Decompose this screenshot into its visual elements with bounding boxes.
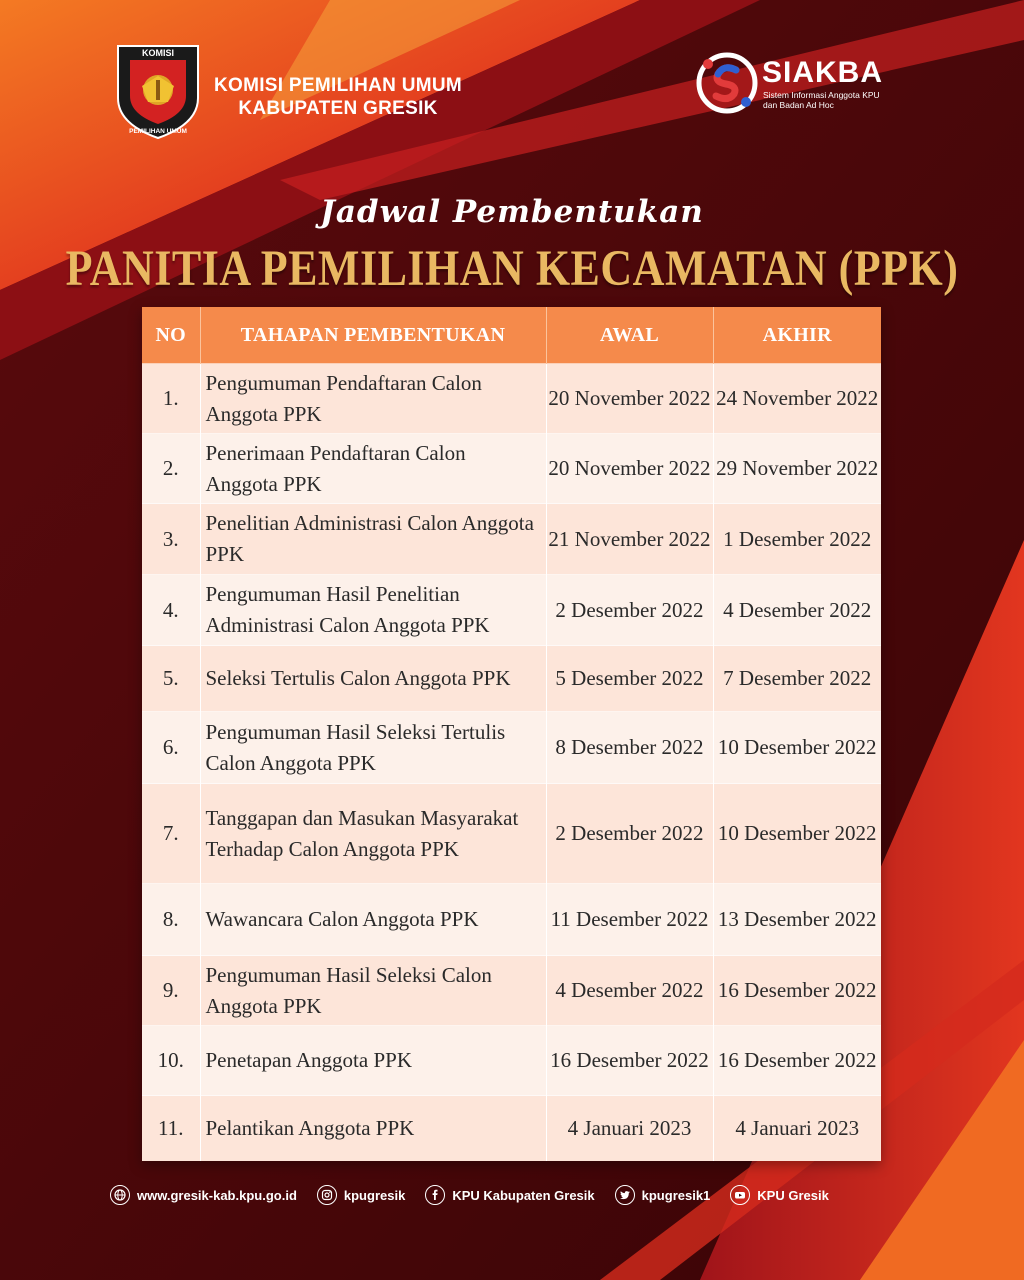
row-awal: 21 November 2022 bbox=[546, 504, 713, 575]
instagram-icon bbox=[317, 1185, 337, 1205]
row-no: 3. bbox=[142, 504, 200, 575]
footer-youtube[interactable] bbox=[730, 1185, 829, 1205]
svg-text:PEMILIHAN UMUM: PEMILIHAN UMUM bbox=[129, 128, 187, 135]
table-row bbox=[142, 364, 881, 434]
siakba-title: SIAKBA bbox=[762, 56, 884, 89]
row-stage: Penelitian Administrasi Calon Anggota PPK bbox=[200, 504, 546, 575]
row-stage: Wawancara Calon Anggota PPK bbox=[200, 884, 546, 956]
row-no: 6. bbox=[142, 712, 200, 784]
page-subtitle: Jadwal Pembentukan bbox=[320, 194, 704, 230]
table-row bbox=[142, 575, 881, 646]
row-no: 5. bbox=[142, 646, 200, 712]
facebook-icon bbox=[425, 1185, 445, 1205]
row-awal: 2 Desember 2022 bbox=[546, 575, 713, 646]
row-akhir: 24 November 2022 bbox=[713, 364, 881, 434]
siakba-subtitle bbox=[763, 90, 903, 110]
table-row bbox=[142, 434, 881, 504]
row-no: 11. bbox=[142, 1096, 200, 1161]
row-no: 7. bbox=[142, 784, 200, 884]
row-akhir: 4 Desember 2022 bbox=[713, 575, 881, 646]
row-awal: 4 Januari 2023 bbox=[546, 1096, 713, 1161]
row-stage: Pengumuman Hasil Seleksi Calon Anggota PPK bbox=[200, 956, 546, 1026]
siakba-sub-line1: Sistem Informasi Anggota KPU bbox=[763, 90, 880, 100]
table-row bbox=[142, 712, 881, 784]
youtube-icon bbox=[730, 1185, 750, 1205]
footer-youtube-text: KPU Gresik bbox=[757, 1187, 829, 1203]
row-stage: Pengumuman Hasil Penelitian Administrasi Calon Anggota PPK bbox=[200, 575, 546, 646]
row-no: 9. bbox=[142, 956, 200, 1026]
organization-name bbox=[214, 74, 462, 120]
table-row bbox=[142, 956, 881, 1026]
table-row bbox=[142, 646, 881, 712]
row-awal: 5 Desember 2022 bbox=[546, 646, 713, 712]
siakba-sub-line2: dan Badan Ad Hoc bbox=[763, 100, 834, 110]
table-row bbox=[142, 884, 881, 956]
kpu-emblem-icon bbox=[112, 40, 204, 140]
footer-twitter[interactable] bbox=[615, 1185, 711, 1205]
row-akhir: 13 Desember 2022 bbox=[713, 884, 881, 956]
siakba-logo bbox=[694, 50, 904, 120]
row-stage: Tanggapan dan Masukan Masyarakat Terhadap Calon Anggota PPK bbox=[200, 784, 546, 884]
row-stage: Pengumuman Pendaftaran Calon Anggota PPK bbox=[200, 364, 546, 434]
footer-website[interactable] bbox=[110, 1185, 297, 1205]
row-no: 4. bbox=[142, 575, 200, 646]
footer-twitter-text: kpugresik1 bbox=[641, 1187, 711, 1203]
row-stage: Pelantikan Anggota PPK bbox=[200, 1096, 546, 1161]
row-awal: 8 Desember 2022 bbox=[546, 712, 713, 784]
org-name-line2: KABUPATEN GRESIK bbox=[238, 98, 438, 119]
row-akhir: 4 Januari 2023 bbox=[713, 1096, 881, 1161]
row-stage: Penerimaan Pendaftaran Calon Anggota PPK bbox=[200, 434, 546, 504]
row-awal: 20 November 2022 bbox=[546, 364, 713, 434]
header-stage: TAHAPAN PEMBENTUKAN bbox=[200, 307, 546, 364]
row-akhir: 7 Desember 2022 bbox=[713, 646, 881, 712]
row-no: 10. bbox=[142, 1026, 200, 1096]
footer-instagram[interactable] bbox=[317, 1185, 405, 1205]
footer bbox=[110, 1182, 910, 1208]
row-no: 2. bbox=[142, 434, 200, 504]
row-akhir: 10 Desember 2022 bbox=[713, 784, 881, 884]
row-awal: 20 November 2022 bbox=[546, 434, 713, 504]
globe-icon bbox=[110, 1185, 130, 1205]
schedule-table bbox=[142, 307, 881, 1161]
table-row bbox=[142, 1026, 881, 1096]
footer-instagram-text: kpugresik bbox=[343, 1187, 406, 1203]
table-row bbox=[142, 1096, 881, 1161]
row-awal: 4 Desember 2022 bbox=[546, 956, 713, 1026]
org-name-line1: KOMISI PEMILIHAN UMUM bbox=[214, 75, 463, 96]
row-akhir: 16 Desember 2022 bbox=[713, 1026, 881, 1096]
table-row bbox=[142, 784, 881, 884]
footer-facebook[interactable] bbox=[425, 1185, 594, 1205]
row-akhir: 10 Desember 2022 bbox=[713, 712, 881, 784]
row-stage: Pengumuman Hasil Seleksi Tertulis Calon Anggota PPK bbox=[200, 712, 546, 784]
row-no: 8. bbox=[142, 884, 200, 956]
header-no: NO bbox=[142, 307, 200, 364]
footer-website-text: www.gresik-kab.kpu.go.id bbox=[137, 1187, 297, 1203]
siakba-logo-icon bbox=[694, 50, 760, 116]
row-awal: 2 Desember 2022 bbox=[546, 784, 713, 884]
header bbox=[0, 0, 1024, 180]
row-stage: Seleksi Tertulis Calon Anggota PPK bbox=[200, 646, 546, 712]
row-awal: 16 Desember 2022 bbox=[546, 1026, 713, 1096]
row-akhir: 29 November 2022 bbox=[713, 434, 881, 504]
twitter-icon bbox=[615, 1185, 635, 1205]
table-row bbox=[142, 504, 881, 575]
table-header-row bbox=[142, 307, 881, 364]
header-akhir: AKHIR bbox=[713, 307, 881, 364]
row-akhir: 1 Desember 2022 bbox=[713, 504, 881, 575]
svg-text:KOMISI: KOMISI bbox=[141, 48, 175, 58]
row-no: 1. bbox=[142, 364, 200, 434]
row-stage: Penetapan Anggota PPK bbox=[200, 1026, 546, 1096]
row-akhir: 16 Desember 2022 bbox=[713, 956, 881, 1026]
page-title: PANITIA PEMILIHAN KECAMATAN (PPK) bbox=[65, 240, 959, 297]
row-awal: 11 Desember 2022 bbox=[546, 884, 713, 956]
footer-facebook-text: KPU Kabupaten Gresik bbox=[452, 1187, 595, 1203]
header-awal: AWAL bbox=[546, 307, 713, 364]
